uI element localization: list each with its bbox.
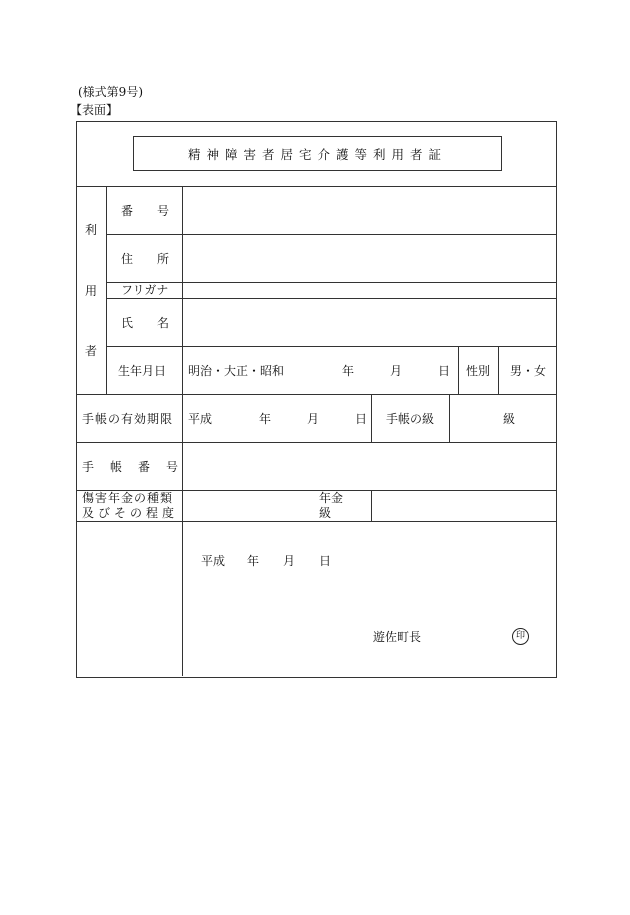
dob-year: 年 — [342, 364, 355, 378]
notebook-number-label: 手 帳 番 号 — [82, 460, 181, 474]
dob-month: 月 — [390, 364, 403, 378]
divider — [458, 346, 459, 394]
seal-mark: 印 — [512, 628, 529, 645]
issuer-name: 遊佐町長 — [373, 630, 422, 644]
divider — [77, 394, 556, 395]
divider — [498, 346, 499, 394]
issue-year: 年 — [247, 554, 260, 568]
sex-options: 男・女 — [510, 364, 547, 378]
divider — [106, 186, 107, 394]
validity-month: 月 — [307, 412, 320, 426]
notebook-number-field[interactable] — [183, 443, 555, 490]
dob-eras: 明治・大正・昭和 — [188, 364, 285, 378]
name-label: 氏 名 — [121, 316, 170, 330]
address-field[interactable] — [183, 235, 555, 282]
divider — [106, 346, 556, 347]
user-group-label-1: 利 — [85, 223, 98, 237]
divider — [371, 490, 372, 521]
pension-label-line1: 傷害年金の種類 — [82, 491, 174, 505]
validity-day: 日 — [355, 412, 368, 426]
furigana-label: フリガナ — [121, 283, 169, 297]
dob-day: 日 — [438, 364, 451, 378]
number-label: 番 号 — [121, 204, 170, 218]
sex-label: 性別 — [466, 364, 491, 378]
pension-grade-unit: 級 — [319, 506, 332, 520]
address-label: 住 所 — [121, 252, 170, 266]
pension-label-line2: 及びその程度 — [82, 506, 179, 520]
grade-unit: 級 — [503, 412, 516, 426]
form-number: (様式第9号) — [78, 85, 143, 99]
furigana-field[interactable] — [183, 283, 555, 298]
issue-month: 月 — [283, 554, 296, 568]
validity-year: 年 — [259, 412, 272, 426]
side-label: 【表面】 — [70, 103, 119, 117]
validity-label: 手帳の有効期限 — [82, 412, 174, 426]
name-field[interactable] — [183, 299, 555, 346]
issue-day: 日 — [319, 554, 332, 568]
divider — [77, 521, 556, 522]
grade-label: 手帳の級 — [386, 412, 435, 426]
certificate-title: 精神障害者居宅介護等利用者証 — [133, 136, 502, 171]
issue-era: 平成 — [201, 554, 226, 568]
dob-label: 生年月日 — [118, 364, 167, 378]
user-group-label-2: 用 — [85, 284, 98, 298]
number-field[interactable] — [183, 187, 555, 234]
validity-era: 平成 — [188, 412, 213, 426]
divider — [371, 394, 372, 442]
pension-type-unit: 年金 — [319, 491, 344, 505]
user-group-label-3: 者 — [85, 344, 98, 358]
divider — [449, 394, 450, 442]
